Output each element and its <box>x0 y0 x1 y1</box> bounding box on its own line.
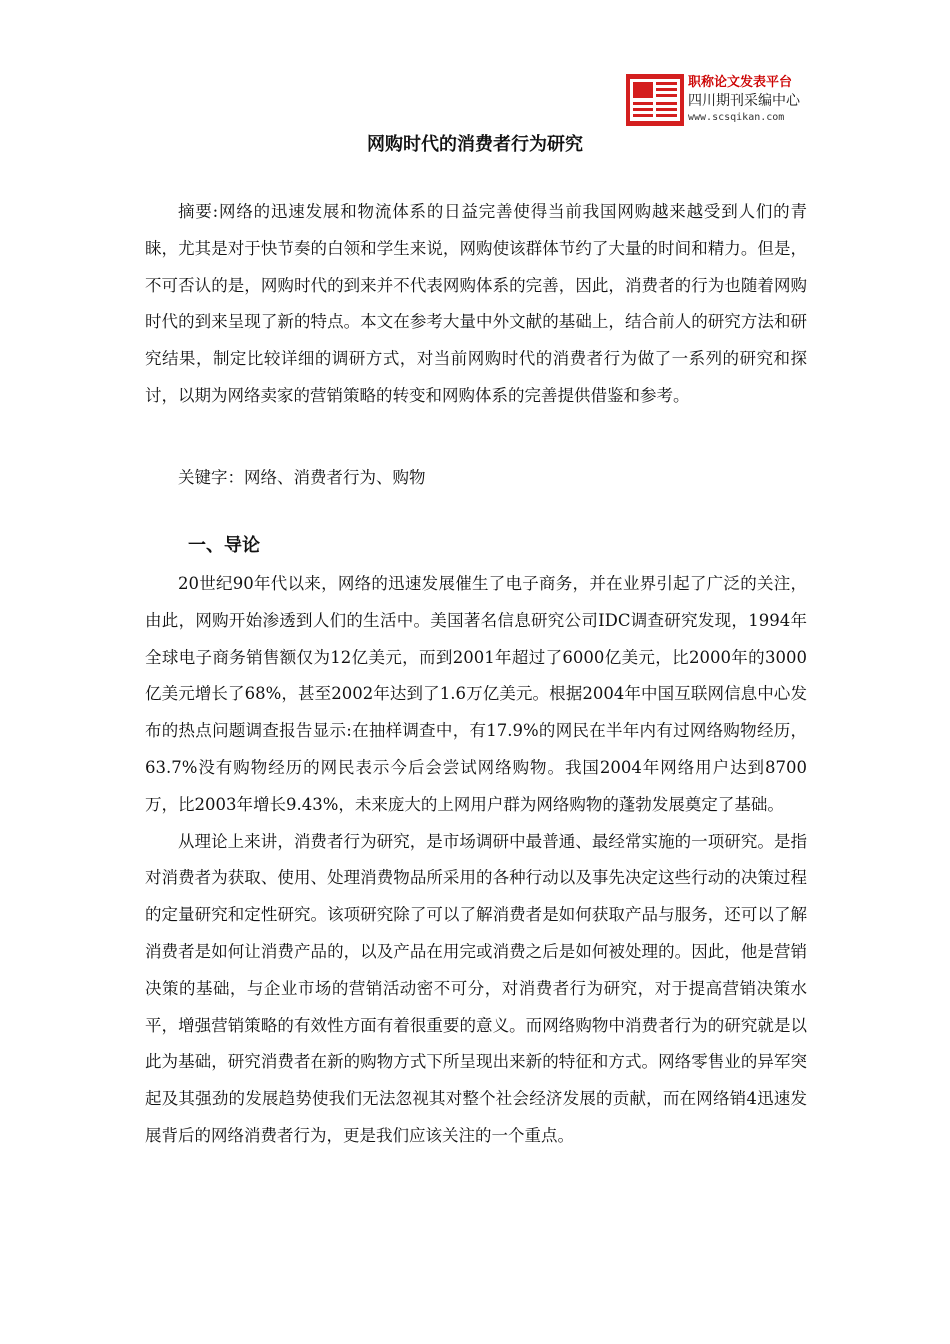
abstract-paragraph: 摘要:网络的迅速发展和物流体系的日益完善使得当前我国网购越来越受到人们的青睐，尤其是对于快节奏的白领和学生来说，网购使该群体节约了大量的时间和精力。但是，不可否认的是，网购时代的到来并不代表网购体系的完善，因此，消费者的行为也随着网购时代的到来呈现了新的特点。本文在参考大量中外文献的基础上，结合前人的研究方法和研究结果，制定比较详细的调研方式，对当前网购时代的消费者行为做了一系列的研究和探讨，以期为网络卖家的营销策略的转变和网购体系的完善提供借鉴和参考。 <box>145 202 807 405</box>
intro-paragraph-1: 20世纪90年代以来，网络的迅速发展催生了电子商务，并在业界引起了广泛的关注，由此，网购开始渗透到人们的生活中。美国著名信息研究公司IDC调查研究发现，1994年全球电子商务销售额仅为12亿美元，而到2001年超过了6000亿美元，比2000年的3000亿美元增长了68%，甚至2002年达到了1.6万亿美元。根据2004年中国互联网信息中心发布的热点问题调查报告显示:在抽样调查中，有17.9%的网民在半年内有过网络购物经历，63.7%没有购物经历的网民表示今后会尝试网络购物。我国2004年网络用户达到8700万，比2003年增长9.43%，未来庞大的上网用户群为网络购物的蓬勃发展奠定了基础。 <box>145 574 807 814</box>
keywords-section <box>145 460 807 497</box>
publisher-logo <box>626 74 816 128</box>
document-title: 网购时代的消费者行为研究 <box>367 134 583 155</box>
keywords-line: 关键字：网络、消费者行为、购物 <box>178 468 426 487</box>
logo-name: 四川期刊采编中心 <box>688 93 800 109</box>
logo-website: www.scsqikan.com <box>688 112 785 123</box>
newspaper-icon <box>626 74 684 126</box>
intro-section <box>145 566 807 1155</box>
section-heading: 一、导论 <box>188 535 260 556</box>
logo-slogan: 职称论文发表平台 <box>688 75 793 90</box>
abstract-section <box>145 194 807 415</box>
intro-paragraph-2: 从理论上来讲，消费者行为研究，是市场调研中最普通、最经常实施的一项研究。是指对消费者为获取、使用、处理消费物品所采用的各种行动以及事先决定这些行动的决策过程的定量研究和定性研究。该项研究除了可以了解消费者是如何获取产品与服务，还可以了解消费者是如何让消费产品的，以及产品在用完或消费之后是如何被处理的。因此，他是营销决策的基础，与企业市场的营销活动密不可分，对消费者行为研究，对于提高营销决策水平，增强营销策略的有效性方面有着很重要的意义。而网络购物中消费者行为的研究就是以此为基础，研究消费者在新的购物方式下所呈现出来新的特征和方式。网络零售业的异军突起及其强劲的发展趋势使我们无法忽视其对整个社会经济发展的贡献，而在网络销4迅速发展背后的网络消费者行为，更是我们应该关注的一个重点。 <box>145 831 807 1145</box>
